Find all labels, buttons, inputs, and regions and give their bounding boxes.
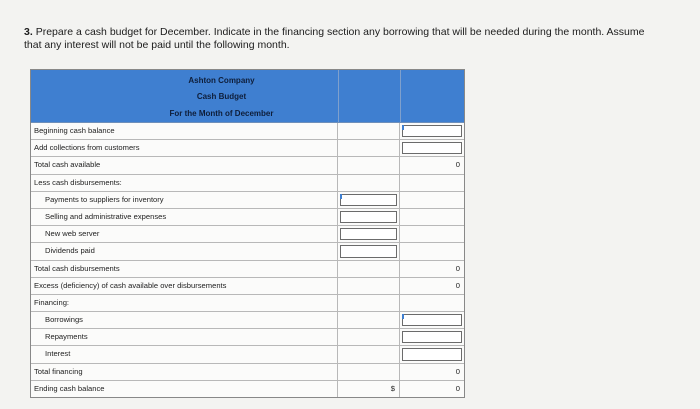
budget-period: For the Month of December [169,109,274,118]
currency-symbol: $ [390,383,395,393]
dividends-input[interactable] [340,245,397,257]
row-label: Beginning cash balance [31,123,338,139]
column-1-cell [338,243,400,259]
column-2-cell [400,175,464,191]
column-1-cell [338,381,400,397]
column-1-cell [338,123,400,139]
payments-suppliers-input[interactable] [340,194,397,206]
budget-row [31,123,464,140]
budget-row [31,157,464,174]
column-1-cell [338,312,400,328]
budget-row [31,381,464,397]
budget-row [31,209,464,226]
column-2-cell [400,243,464,259]
column-1-cell [338,226,400,242]
company-name: Ashton Company [188,76,255,85]
beginning-cash-input[interactable] [402,125,462,137]
total-financing-value: 0 [455,366,460,376]
row-label: Interest [31,346,338,362]
sheet-header [31,70,464,123]
budget-row [31,329,464,346]
header-divider [400,70,401,122]
selling-admin-input[interactable] [340,211,397,223]
column-1-cell [338,261,400,277]
web-server-input[interactable] [340,228,397,240]
borrowings-input[interactable] [402,314,462,326]
cash-budget-sheet [30,69,465,398]
row-label: Total cash disbursements [31,261,338,277]
row-label: Total financing [31,364,338,380]
column-2-cell [400,123,464,139]
row-label: Ending cash balance [31,381,338,397]
budget-row [31,346,464,363]
column-2-cell [400,329,464,345]
column-2-cell [400,192,464,208]
row-label: Repayments [31,329,338,345]
header-divider [338,70,339,122]
row-label: New web server [31,226,338,242]
row-label: Selling and administrative expenses [31,209,338,225]
budget-row [31,226,464,243]
total-disbursements-value: 0 [455,263,460,273]
row-label: Add collections from customers [31,140,338,156]
column-2-cell [400,140,464,156]
column-1-cell [338,295,400,311]
budget-row [31,140,464,157]
row-label: Financing: [31,295,338,311]
column-2-cell [400,346,464,362]
question-line-2: that any interest will not be paid until the following month. [24,39,290,51]
row-label: Less cash disbursements: [31,175,338,191]
repayments-input[interactable] [402,331,462,343]
budget-row [31,243,464,260]
budget-row [31,192,464,209]
budget-row [31,312,464,329]
budget-title: Cash Budget [196,92,247,101]
column-1-cell [338,140,400,156]
column-1-cell [338,175,400,191]
row-label: Payments to suppliers for inventory [31,192,338,208]
row-label: Borrowings [31,312,338,328]
column-1-cell [338,157,400,173]
budget-row [31,261,464,278]
column-1-cell [338,209,400,225]
budget-row [31,278,464,295]
column-1-cell [338,192,400,208]
column-2-cell [400,226,464,242]
column-2-cell [400,209,464,225]
column-1-cell [338,278,400,294]
column-1-cell [338,329,400,345]
question-number: 3. [24,26,33,38]
total-cash-available-value: 0 [455,160,460,170]
budget-row [31,364,464,381]
column-2-cell [400,295,464,311]
question-line-1: Prepare a cash budget for December. Indicate in the financing section any borrowing that will be needed during the month. Assume [35,26,645,38]
interest-input[interactable] [402,348,462,360]
collections-input[interactable] [402,142,462,154]
budget-row [31,295,464,312]
budget-row [31,175,464,192]
column-1-cell [338,346,400,362]
excess-deficiency-value: 0 [455,280,460,290]
ending-cash-value: 0 [455,383,460,393]
row-label: Dividends paid [31,243,338,259]
column-2-cell [400,312,464,328]
question-text [24,26,700,52]
column-1-cell [338,364,400,380]
row-label: Excess (deficiency) of cash available over disbursements [31,278,338,294]
budget-rows [31,123,464,397]
row-label: Total cash available [31,157,338,173]
